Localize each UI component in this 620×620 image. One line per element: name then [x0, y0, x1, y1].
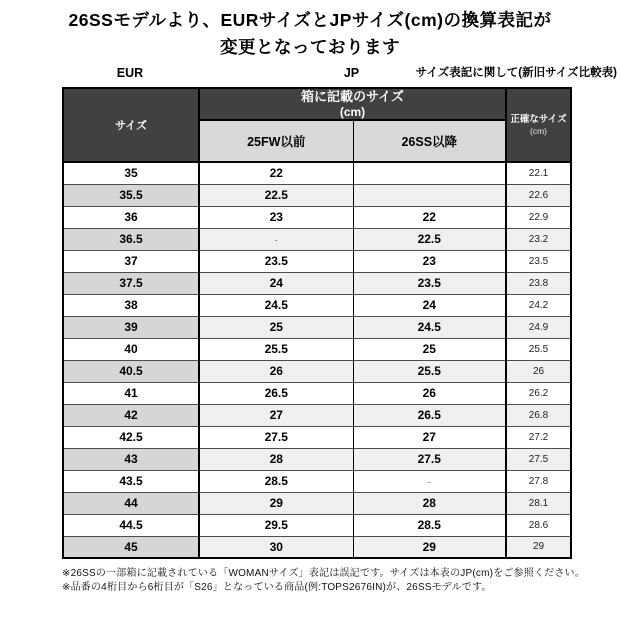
table-row — [63, 316, 571, 338]
eur-label: EUR — [116, 66, 144, 80]
ss26-size-cell: 23.5 — [353, 272, 506, 294]
table-row — [63, 294, 571, 316]
ss26-size-cell: 28.5 — [353, 514, 506, 536]
header-accurate-size-line2: (cm) — [530, 126, 547, 136]
eur-size-cell: 45 — [63, 536, 199, 558]
header-accurate-size — [506, 88, 571, 162]
fw25-size-cell: 29.5 — [199, 514, 353, 536]
header-box-size-line1: 箱に記載のサイズ — [301, 89, 404, 104]
table-row — [63, 360, 571, 382]
accurate-size-cell: 23.8 — [506, 272, 571, 294]
ss26-size-cell: 24 — [353, 294, 506, 316]
table-body — [63, 162, 571, 558]
accurate-size-cell: 27.5 — [506, 448, 571, 470]
accurate-size-cell: 22.9 — [506, 206, 571, 228]
eur-size-cell: 37.5 — [63, 272, 199, 294]
table-row — [63, 206, 571, 228]
table-row — [63, 250, 571, 272]
ss26-size-cell: 27.5 — [353, 448, 506, 470]
table-row — [63, 470, 571, 492]
ss26-size-cell: 22 — [353, 206, 506, 228]
fw25-size-cell: 23.5 — [199, 250, 353, 272]
table-row — [63, 404, 571, 426]
table-row — [63, 382, 571, 404]
accurate-size-cell: 29 — [506, 536, 571, 558]
fw25-size-cell: - — [199, 228, 353, 250]
header-26ss: 26SS以降 — [353, 120, 506, 162]
ss26-size-cell: 28 — [353, 492, 506, 514]
table-row — [63, 536, 571, 558]
size-conversion-table — [62, 87, 572, 559]
table-row — [63, 514, 571, 536]
ss26-size-cell: 24.5 — [353, 316, 506, 338]
fw25-size-cell: 22.5 — [199, 184, 353, 206]
eur-size-cell: 36 — [63, 206, 199, 228]
eur-size-cell: 38 — [63, 294, 199, 316]
fw25-size-cell: 24.5 — [199, 294, 353, 316]
fw25-size-cell: 27.5 — [199, 426, 353, 448]
title-line-2: 変更となっております — [220, 37, 400, 57]
fw25-size-cell: 25.5 — [199, 338, 353, 360]
table-row — [63, 338, 571, 360]
footnote-1: ※26SSの一部箱に記載されている「WOMANサイズ」表記は誤記です。サイズは本表のJP(cm)をご参照ください。 — [62, 568, 585, 579]
header-25fw: 25FW以前 — [199, 120, 353, 162]
accurate-size-cell: 26.2 — [506, 382, 571, 404]
eur-size-cell: 42.5 — [63, 426, 199, 448]
column-labels — [0, 62, 620, 87]
ss26-size-cell: 29 — [353, 536, 506, 558]
fw25-size-cell: 23 — [199, 206, 353, 228]
footnotes — [62, 567, 620, 595]
table-row — [63, 162, 571, 184]
fw25-size-cell: 27 — [199, 404, 353, 426]
title-line-1: 26SSモデルより、EURサイズとJPサイズ(cm)の換算表記が — [68, 10, 552, 30]
accurate-size-cell: 22.6 — [506, 184, 571, 206]
eur-size-cell: 36.5 — [63, 228, 199, 250]
accurate-size-cell: 27.8 — [506, 470, 571, 492]
table-row — [63, 184, 571, 206]
header-accurate-size-line1: 正確なサイズ — [510, 114, 567, 125]
accurate-size-cell: 23.5 — [506, 250, 571, 272]
size-comparison-note: サイズ表記に関して(新旧サイズ比較表) — [415, 67, 617, 79]
fw25-size-cell: 28.5 — [199, 470, 353, 492]
table-row — [63, 492, 571, 514]
fw25-size-cell: 26 — [199, 360, 353, 382]
accurate-size-cell: 24.2 — [506, 294, 571, 316]
ss26-size-cell: 25.5 — [353, 360, 506, 382]
eur-size-cell: 43 — [63, 448, 199, 470]
accurate-size-cell: 28.1 — [506, 492, 571, 514]
fw25-size-cell: 29 — [199, 492, 353, 514]
eur-size-cell: 35.5 — [63, 184, 199, 206]
ss26-size-cell: 26.5 — [353, 404, 506, 426]
table-row — [63, 228, 571, 250]
fw25-size-cell: 28 — [199, 448, 353, 470]
eur-size-cell: 43.5 — [63, 470, 199, 492]
eur-size-cell: 35 — [63, 162, 199, 184]
header-box-size — [199, 88, 506, 120]
ss26-size-cell: 25 — [353, 338, 506, 360]
jp-label: JP — [343, 66, 360, 80]
accurate-size-cell: 22.1 — [506, 162, 571, 184]
accurate-size-cell: 26 — [506, 360, 571, 382]
eur-size-cell: 44 — [63, 492, 199, 514]
accurate-size-cell: 24.9 — [506, 316, 571, 338]
accurate-size-cell: 27.2 — [506, 426, 571, 448]
accurate-size-cell: 26.8 — [506, 404, 571, 426]
fw25-size-cell: 25 — [199, 316, 353, 338]
fw25-size-cell: 24 — [199, 272, 353, 294]
eur-size-cell: 37 — [63, 250, 199, 272]
eur-size-cell: 44.5 — [63, 514, 199, 536]
accurate-size-cell: 28.6 — [506, 514, 571, 536]
eur-size-cell: 42 — [63, 404, 199, 426]
ss26-size-cell: 23 — [353, 250, 506, 272]
table-row — [63, 272, 571, 294]
header-size: サイズ — [63, 88, 199, 162]
ss26-size-cell — [353, 162, 506, 184]
header-box-size-line2: (cm) — [339, 105, 366, 119]
eur-size-cell: 39 — [63, 316, 199, 338]
fw25-size-cell: 26.5 — [199, 382, 353, 404]
ss26-size-cell: 26 — [353, 382, 506, 404]
page-title — [0, 7, 620, 61]
accurate-size-cell: 23.2 — [506, 228, 571, 250]
footnote-2: ※品番の4桁目から6桁目が「S26」となっている商品(例:TOPS2676IN)が、26SSモデルです。 — [62, 582, 492, 593]
accurate-size-cell: 25.5 — [506, 338, 571, 360]
eur-size-cell: 40 — [63, 338, 199, 360]
ss26-size-cell — [353, 184, 506, 206]
fw25-size-cell: 22 — [199, 162, 353, 184]
eur-size-cell: 40.5 — [63, 360, 199, 382]
table-row — [63, 448, 571, 470]
table-row — [63, 426, 571, 448]
ss26-size-cell: 22.5 — [353, 228, 506, 250]
fw25-size-cell: 30 — [199, 536, 353, 558]
ss26-size-cell: 27 — [353, 426, 506, 448]
ss26-size-cell: - — [353, 470, 506, 492]
eur-size-cell: 41 — [63, 382, 199, 404]
